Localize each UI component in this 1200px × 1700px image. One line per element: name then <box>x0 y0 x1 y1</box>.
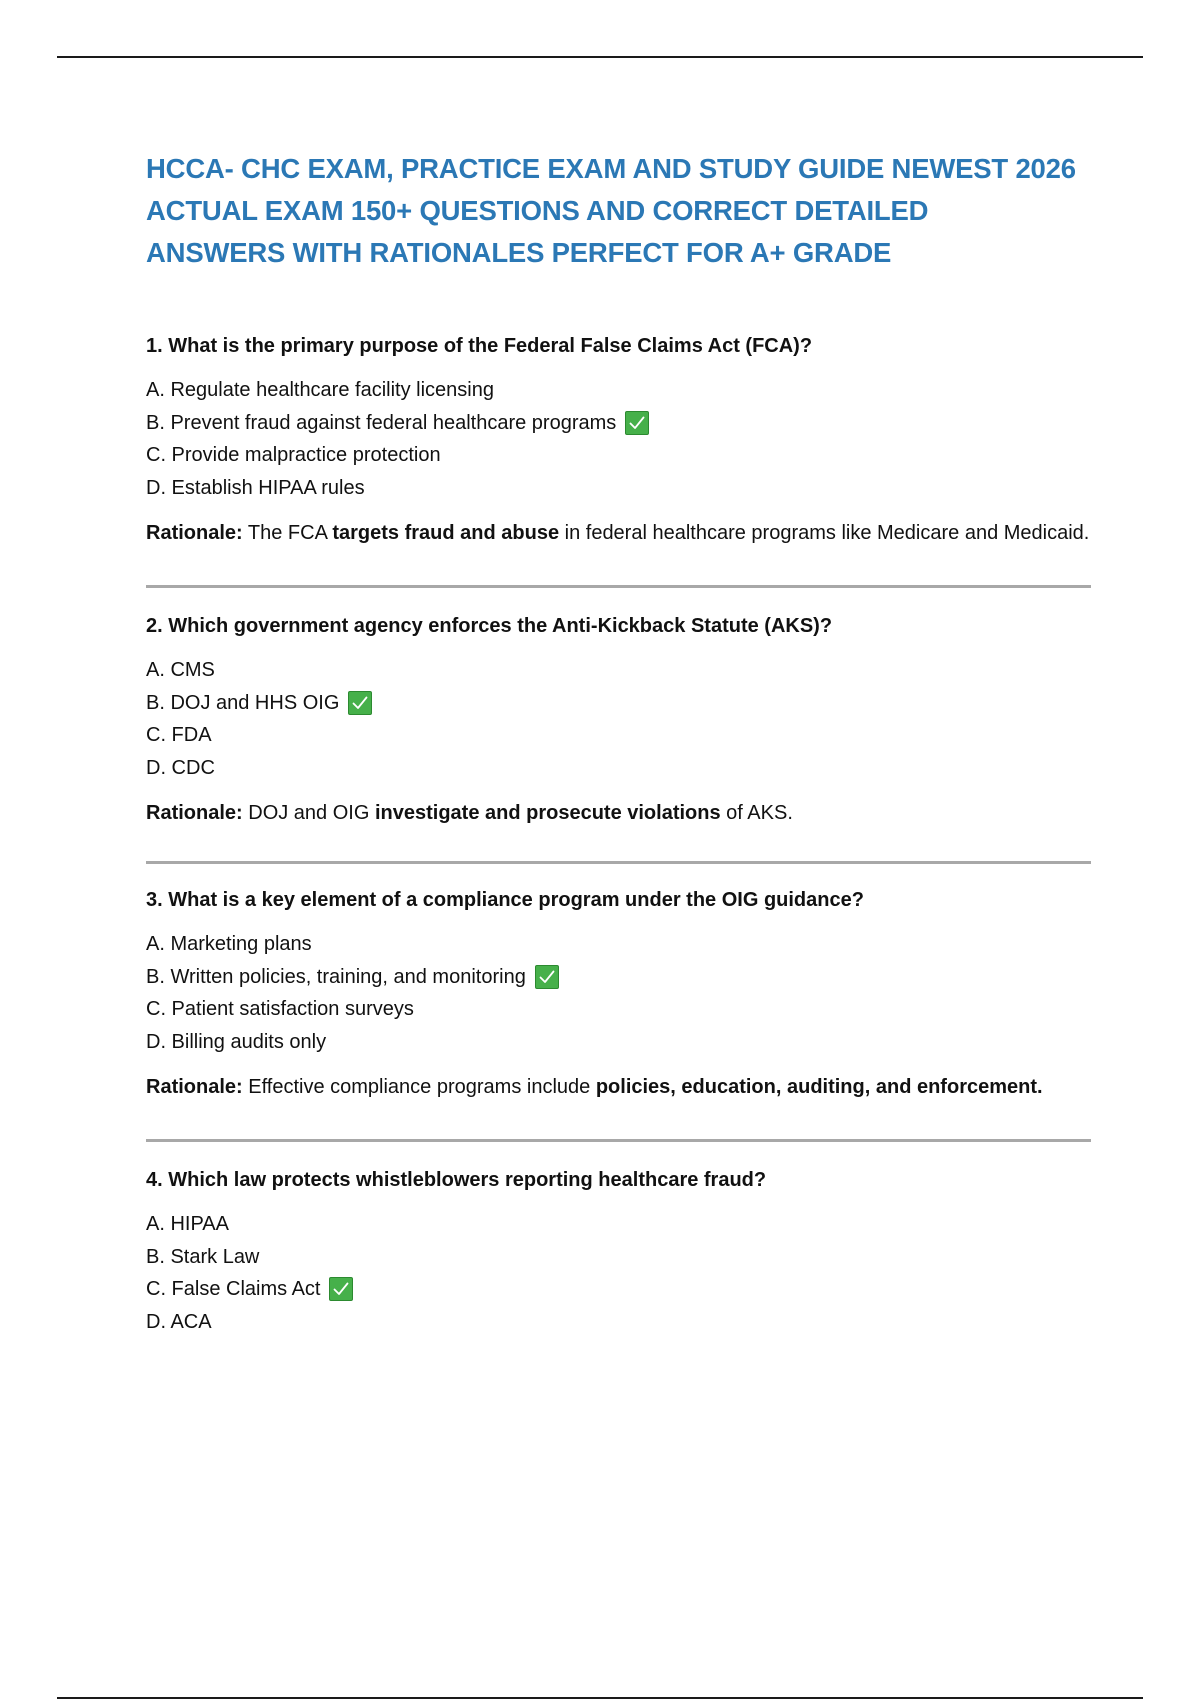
section-divider <box>146 585 1091 588</box>
question-text: 3. What is a key element of a compliance program under the OIG guidance? <box>146 889 864 911</box>
check-box-icon <box>535 965 559 989</box>
option-label: B. Prevent fraud against federal healthcare programs <box>146 411 617 434</box>
option-label: C. False Claims Act <box>146 1278 321 1301</box>
document-title <box>146 148 1091 274</box>
rationale-emphasis: investigate and prosecute violations <box>374 802 721 824</box>
document-title-line: HCCA- CHC EXAM, PRACTICE EXAM AND STUDY GUIDE NEWEST 2026 <box>146 153 1076 184</box>
option-label: D. Billing audits only <box>146 1030 327 1053</box>
document-title-line: ANSWERS WITH RATIONALES PERFECT FOR A+ GRADE <box>146 237 892 268</box>
option-label: C. Patient satisfaction surveys <box>146 998 414 1021</box>
check-box-icon <box>329 1277 353 1301</box>
answer-option <box>146 654 1091 687</box>
rationale-text: in federal healthcare programs like Medicare and Medicaid. <box>559 522 1090 544</box>
question-3 <box>146 886 1091 1103</box>
question-text: 2. Which government agency enforces the Anti-Kickback Statute (AKS)? <box>146 615 833 637</box>
rationale <box>146 798 1091 829</box>
rationale-text: of AKS. <box>720 802 793 824</box>
answer-option-correct <box>146 687 1091 720</box>
answer-option <box>146 1241 1091 1274</box>
question-text: 1. What is the primary purpose of the Federal False Claims Act (FCA)? <box>146 335 813 357</box>
option-label: D. ACA <box>146 1310 212 1333</box>
option-label: C. FDA <box>146 724 212 747</box>
check-box-icon <box>625 411 649 435</box>
answer-option <box>146 439 1091 472</box>
option-label: A. CMS <box>146 659 215 682</box>
option-label: B. DOJ and HHS OIG <box>146 691 340 714</box>
option-label: D. Establish HIPAA rules <box>146 476 365 499</box>
option-label: A. Marketing plans <box>146 933 312 956</box>
rationale-text: DOJ and OIG <box>242 802 375 824</box>
question-4 <box>146 1166 1091 1338</box>
rationale <box>146 1072 1091 1103</box>
rationale-label: Rationale: <box>146 1076 243 1098</box>
rationale <box>146 518 1091 549</box>
answer-options <box>146 1208 1091 1338</box>
document-body <box>146 148 1091 1338</box>
rationale-label: Rationale: <box>146 522 243 544</box>
rationale-emphasis: targets fraud and abuse <box>332 522 560 544</box>
page-top-rule <box>57 56 1143 58</box>
answer-option <box>146 719 1091 752</box>
option-label: B. Written policies, training, and monitoring <box>146 965 526 988</box>
answer-option-correct <box>146 961 1091 994</box>
answer-option <box>146 1026 1091 1059</box>
option-label: B. Stark Law <box>146 1245 260 1268</box>
question-1 <box>146 332 1091 549</box>
section-divider <box>146 1139 1091 1142</box>
document-title-line: ACTUAL EXAM 150+ QUESTIONS AND CORRECT DETAILED <box>146 195 929 226</box>
answer-options <box>146 374 1091 504</box>
question-text: 4. Which law protects whistleblowers reporting healthcare fraud? <box>146 1169 767 1191</box>
answer-option <box>146 928 1091 961</box>
answer-option <box>146 1306 1091 1339</box>
answer-option <box>146 993 1091 1026</box>
rationale-text: Effective compliance programs include <box>242 1076 596 1098</box>
option-label: C. Provide malpractice protection <box>146 444 441 467</box>
answer-option-correct <box>146 407 1091 440</box>
answer-option-correct <box>146 1273 1091 1306</box>
option-label: A. HIPAA <box>146 1213 229 1236</box>
option-label: A. Regulate healthcare facility licensing <box>146 379 494 402</box>
answer-option <box>146 752 1091 785</box>
option-label: D. CDC <box>146 756 215 779</box>
section-divider <box>146 861 1091 864</box>
page-bottom-rule <box>57 1697 1143 1699</box>
check-box-icon <box>348 691 372 715</box>
answer-option <box>146 472 1091 505</box>
rationale-emphasis: policies, education, auditing, and enforcement. <box>595 1076 1043 1098</box>
answer-options <box>146 928 1091 1058</box>
question-2 <box>146 612 1091 829</box>
answer-option <box>146 1208 1091 1241</box>
rationale-label: Rationale: <box>146 802 243 824</box>
rationale-text: The FCA <box>242 522 333 544</box>
answer-option <box>146 374 1091 407</box>
answer-options <box>146 654 1091 784</box>
